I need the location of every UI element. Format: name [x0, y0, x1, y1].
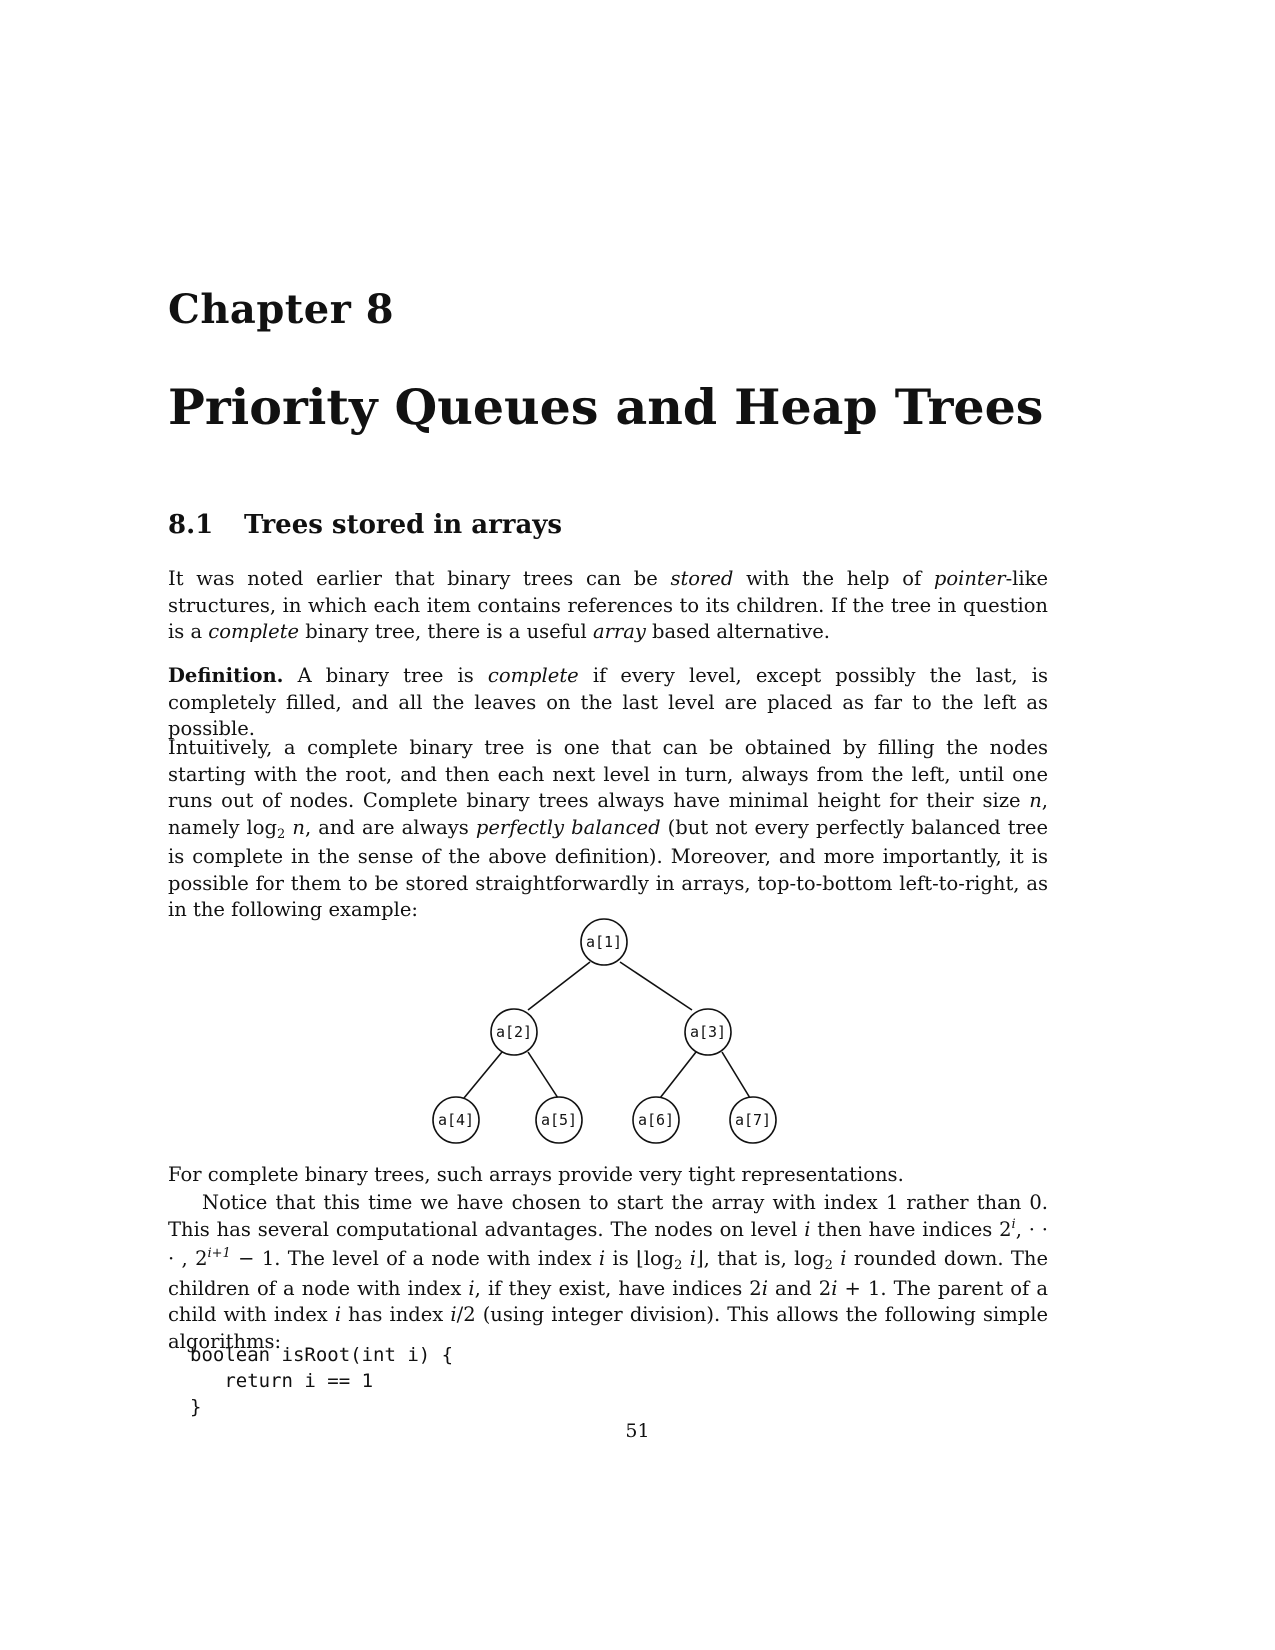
- math-var: i: [831, 1276, 838, 1300]
- math-var: i: [682, 1247, 697, 1270]
- tree-node-label: a[5]: [540, 1111, 578, 1129]
- math-var: i: [334, 1303, 342, 1326]
- definition-term: Definition.: [168, 664, 284, 687]
- text-run: if every level, except possibly the last, is completely filled, and all the leaves on the last level are placed as far to the left as possible.: [168, 664, 1048, 740]
- text-run: ⌋, that is, log: [696, 1247, 825, 1270]
- text-run: -like structures, in which each item contains references to its children. If the tree in question is a: [168, 567, 1048, 643]
- tree-edge: [464, 1052, 502, 1098]
- emphasis: complete: [487, 664, 579, 687]
- text-run: A binary tree is: [283, 664, 488, 687]
- tree-edge: [722, 1052, 750, 1098]
- text-run: , if they exist, have indices 2: [474, 1276, 762, 1300]
- math-var: n: [285, 815, 305, 839]
- tree-node-label: a[2]: [495, 1023, 533, 1041]
- emphasis: array: [592, 620, 646, 643]
- superscript: i: [1011, 1216, 1016, 1232]
- subscript: 2: [824, 1258, 833, 1273]
- code-line: return i == 1: [190, 1370, 374, 1392]
- emphasis: pointer: [933, 567, 1006, 590]
- text-run: , and are always: [304, 815, 476, 839]
- text-run: then have indices 2: [810, 1217, 1012, 1241]
- text-run: and 2: [767, 1276, 832, 1300]
- text-run: binary tree, there is a useful: [299, 620, 593, 643]
- math-var: i: [832, 1247, 847, 1270]
- text-run: based alternative.: [645, 620, 830, 643]
- math-var: i: [598, 1247, 606, 1270]
- text-run: with the help of: [733, 567, 934, 590]
- text-run: , · · · , 2: [168, 1217, 1048, 1270]
- text-run: For complete binary trees, such arrays provide very tight representations.: [168, 1163, 904, 1186]
- code-listing: [190, 1342, 453, 1420]
- section-heading: [168, 510, 562, 540]
- text-run: − 1. The level of a node with index: [230, 1247, 599, 1270]
- emphasis: perfectly balanced: [475, 815, 661, 839]
- math-var: n: [1029, 789, 1042, 812]
- section-title: Trees stored in arrays: [244, 510, 563, 540]
- complete-binary-tree-diagram: [420, 912, 800, 1152]
- text-run: , namely log: [168, 789, 1048, 839]
- code-line: }: [190, 1396, 202, 1418]
- paragraph-intro: [168, 566, 1048, 646]
- text-run: /2 (using integer division). This allows the following simple algorithms:: [168, 1303, 1048, 1353]
- subscript: 2: [674, 1258, 683, 1273]
- text-run: has index: [341, 1303, 451, 1326]
- math-var: i: [761, 1276, 768, 1300]
- tree-node-label: a[7]: [734, 1111, 772, 1129]
- paragraph-indexing: [168, 1190, 1048, 1355]
- subscript: 2: [277, 826, 286, 842]
- text-run: Notice that this time we have chosen to start the array with index 1 rather than 0. This has several computational advantages. The nodes on level: [168, 1191, 1048, 1241]
- superscript: i+1: [207, 1246, 231, 1261]
- text-run: Intuitively, a complete binary tree is one that can be obtained by filling the nodes starting with the root, and then each next level in turn, always from the left, until one runs out of nodes. Complete binary trees always have minimal height for their size: [168, 736, 1048, 812]
- tree-edge: [620, 962, 692, 1010]
- section-number: 8.1: [168, 510, 214, 540]
- paragraph-representation: [168, 1162, 1048, 1189]
- emphasis: stored: [670, 567, 734, 590]
- math-var: i: [804, 1217, 811, 1241]
- paragraph-intuition: [168, 735, 1048, 924]
- tree-node-label: a[3]: [689, 1023, 727, 1041]
- code-line: boolean isRoot(int i) {: [190, 1344, 454, 1366]
- tree-edge: [660, 1052, 696, 1098]
- tree-node-label: a[6]: [637, 1111, 675, 1129]
- emphasis: complete: [208, 620, 300, 643]
- chapter-title: Priority Queues and Heap Trees: [168, 378, 1044, 436]
- text-run: It was noted earlier that binary trees can be: [168, 567, 671, 590]
- text-run: rounded down. The children of a node with index: [168, 1247, 1049, 1300]
- tree-edge: [528, 1052, 558, 1098]
- chapter-label: Chapter 8: [168, 286, 395, 333]
- math-var: i: [468, 1276, 475, 1300]
- text-run: is ⌊log: [605, 1247, 675, 1270]
- tree-node-label: a[1]: [585, 933, 623, 951]
- paragraph-definition: [168, 663, 1048, 743]
- tree-edge: [528, 962, 590, 1010]
- page-number: 51: [625, 1420, 650, 1442]
- text-run: + 1. The parent of a child with index: [168, 1276, 1048, 1326]
- math-var: i: [450, 1303, 457, 1326]
- text-run: (but not every perfectly balanced tree is complete in the sense of the above definition). Moreover, and more importantly, it is possible for them to be stored straightforwardly in arrays, top-to-bottom left-to-right, as in the following example:: [168, 815, 1048, 921]
- tree-node-label: a[4]: [437, 1111, 475, 1129]
